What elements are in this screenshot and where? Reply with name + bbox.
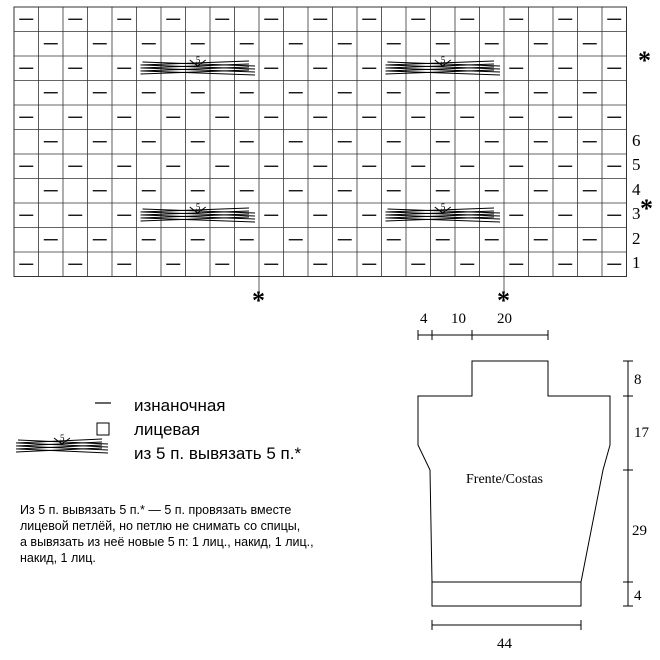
legend-knit-label: лицевая (134, 420, 200, 439)
schematic-title: Frente/Costas (466, 472, 543, 487)
repeat-marker-asterisk-left: * (252, 286, 265, 315)
cluster-count-label: 5 (195, 202, 201, 212)
note-line: лицевой петлёй, но петлю не снимать со спицы, (20, 519, 301, 533)
repeat-marker-asterisk-right: * (497, 286, 510, 315)
dim-side-29: 29 (632, 523, 647, 539)
row-number-4: 4 (632, 180, 641, 199)
cluster-stitch-symbol (386, 202, 501, 222)
cluster-stitch-symbol (16, 433, 108, 453)
dim-top-20: 20 (497, 311, 512, 327)
row-number-3: 3 (632, 204, 641, 223)
chart-symbols (16, 19, 621, 453)
dim-side-17: 17 (634, 425, 649, 441)
cluster-stitch-symbol (141, 202, 256, 222)
note-line: а вывязать из неё новые 5 п: 1 лиц., накид, 1 лиц., (20, 535, 314, 549)
chart-grid (14, 7, 627, 297)
row-number-6: 6 (632, 131, 641, 150)
dim-bottom-44: 44 (497, 636, 512, 652)
legend-knit-symbol (97, 423, 109, 435)
cluster-count-label: 5 (440, 55, 446, 65)
row-number-1: 1 (632, 253, 641, 272)
note-line: Из 5 п. вывязать 5 п.* — 5 п. провязать вместе (20, 503, 292, 517)
legend-purl-label: изнаночная (134, 396, 226, 415)
cluster-count-label: 5 (440, 202, 446, 212)
row-marker-asterisk-top: * (638, 46, 651, 75)
dim-side-8: 8 (634, 372, 642, 388)
dim-top-4: 4 (420, 311, 428, 327)
cluster-count-label: 5 (195, 55, 201, 65)
cluster-count-label: 5 (60, 433, 65, 443)
note-line: накид, 1 лиц. (20, 551, 96, 565)
row-marker-asterisk-row3: * (640, 194, 653, 223)
row-number-2: 2 (632, 229, 641, 248)
row-number-5: 5 (632, 155, 641, 174)
cluster-stitch-symbol (141, 55, 256, 75)
legend-cluster-label: из 5 п. вывязать 5 п.* (134, 444, 302, 463)
dim-side-4: 4 (634, 588, 642, 604)
stitch-note (20, 502, 420, 566)
cluster-stitch-symbol (386, 55, 501, 75)
dim-top-10: 10 (451, 311, 466, 327)
